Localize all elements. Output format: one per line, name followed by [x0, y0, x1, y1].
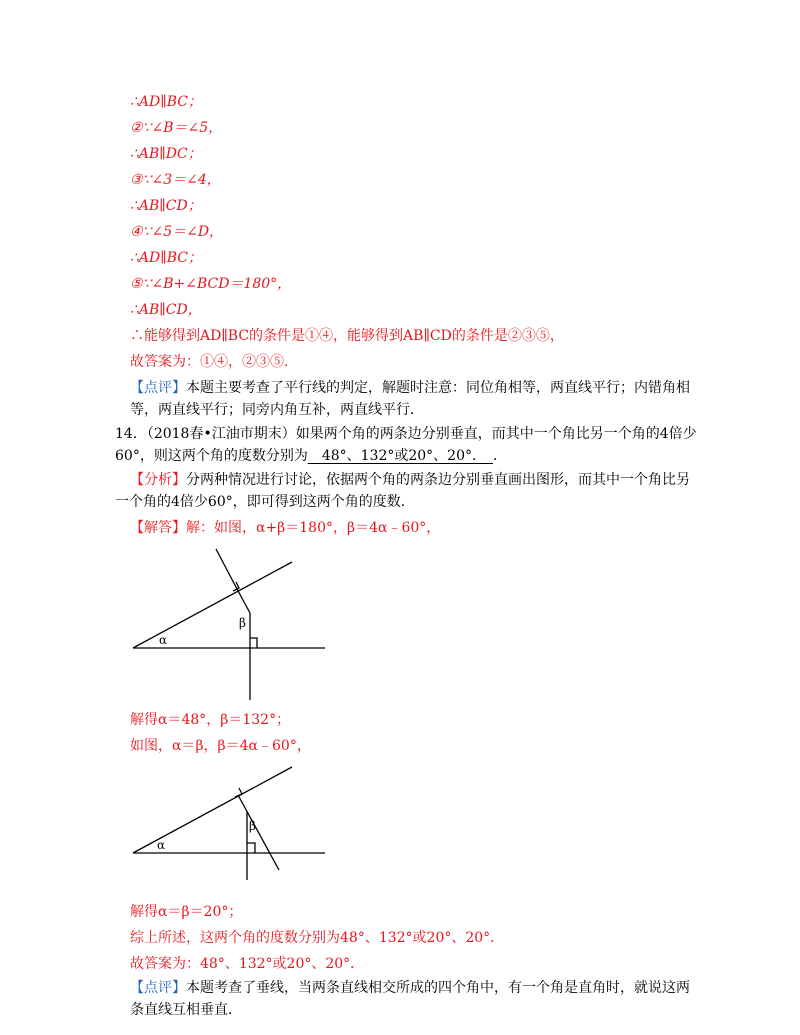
comment-paragraph — [130, 378, 690, 398]
step-line: ⑤∵∠B+∠BCD＝180°， — [130, 276, 292, 292]
comment-text: 等，两直线平行；同旁内角互补，两直线平行． — [130, 402, 424, 418]
right-angle-mark — [250, 638, 257, 648]
analysis-text: 分两种情况进行讨论，依据两个角的两条边分别垂直画出图形，而其中一个角比另 — [186, 472, 690, 488]
answer-text: 解：如图，α+β＝180°，β＝4α﹣60°， — [186, 520, 441, 536]
connector-line — [237, 589, 250, 613]
comment-text: 条直线互相垂直． — [130, 1002, 242, 1018]
step-line: ④∵∠5＝∠D， — [130, 224, 224, 240]
final-answer-line: 故答案为：48°、132°或20°、20°． — [130, 956, 365, 972]
summary-line: 综上所述，这两个角的度数分别为48°、132°或20°、20°． — [130, 930, 505, 946]
slanted-line — [133, 562, 292, 648]
step-line: ③∵∠3＝∠4， — [130, 172, 221, 188]
geometry-figure-1 — [125, 545, 340, 705]
result-line: 解得α＝β＝20°； — [130, 904, 243, 920]
right-angle-mark — [247, 843, 255, 853]
step-line: ∴AB∥CD； — [130, 198, 202, 214]
alpha-label: α — [159, 633, 168, 647]
conclusion-line: ∴能够得到AD∥BC的条件是①④，能够得到AB∥CD的条件是②③⑤， — [130, 328, 564, 344]
answer-tag: 【解答】 — [130, 520, 186, 536]
geometry-figure-2 — [125, 760, 340, 885]
comment-paragraph — [130, 978, 690, 998]
question-text: （2018春•江油市期末）如果两个角的两条边分别垂直，而其中一个角比另一个角的4倍少 — [146, 426, 697, 442]
beta-label: β — [249, 819, 256, 833]
perpendicular-line — [238, 795, 279, 870]
comment-text: 本题考查了垂线，当两条直线相交所成的四个角中，有一个角是直角时，就说这两 — [186, 980, 690, 996]
alpha-label: α — [157, 838, 166, 852]
comment-tag: 【点评】 — [130, 980, 186, 996]
comment-text: 本题主要考查了平行线的判定，解题时注意：同位角相等，两直线平行；内错角相 — [186, 380, 690, 396]
step-line: ②∵∠B＝∠5， — [130, 120, 223, 136]
answer-line: 故答案为：①④，②③⑤． — [130, 354, 298, 370]
step-line: ∴AD∥BC； — [130, 250, 202, 266]
result-line: 解得α＝48°，β＝132°； — [130, 712, 291, 728]
analysis-paragraph — [130, 470, 690, 490]
question-line — [115, 446, 507, 466]
question-text: ． — [493, 448, 507, 464]
analysis-tag: 【分析】 — [130, 472, 186, 488]
perpendicular-line — [216, 549, 237, 589]
case-line: 如图，α＝β，β＝4α﹣60°， — [130, 738, 311, 754]
answer-intro — [130, 518, 440, 538]
question-text: 60°，则这两个角的度数分别为 — [115, 448, 308, 464]
question-line — [115, 424, 697, 444]
step-line: ∴AB∥CD， — [130, 302, 202, 318]
beta-label: β — [239, 616, 246, 630]
step-line: ∴AB∥DC； — [130, 146, 202, 162]
question-answer-blank: 48°、132°或20°、20°． — [307, 448, 493, 464]
analysis-text: 一个角的4倍少60°，即可得到这两个角的度数． — [115, 494, 415, 510]
comment-tag: 【点评】 — [130, 380, 186, 396]
right-angle-mark — [235, 788, 242, 797]
step-line: ∴AD∥BC； — [130, 94, 202, 110]
question-number: 14． — [115, 426, 147, 442]
